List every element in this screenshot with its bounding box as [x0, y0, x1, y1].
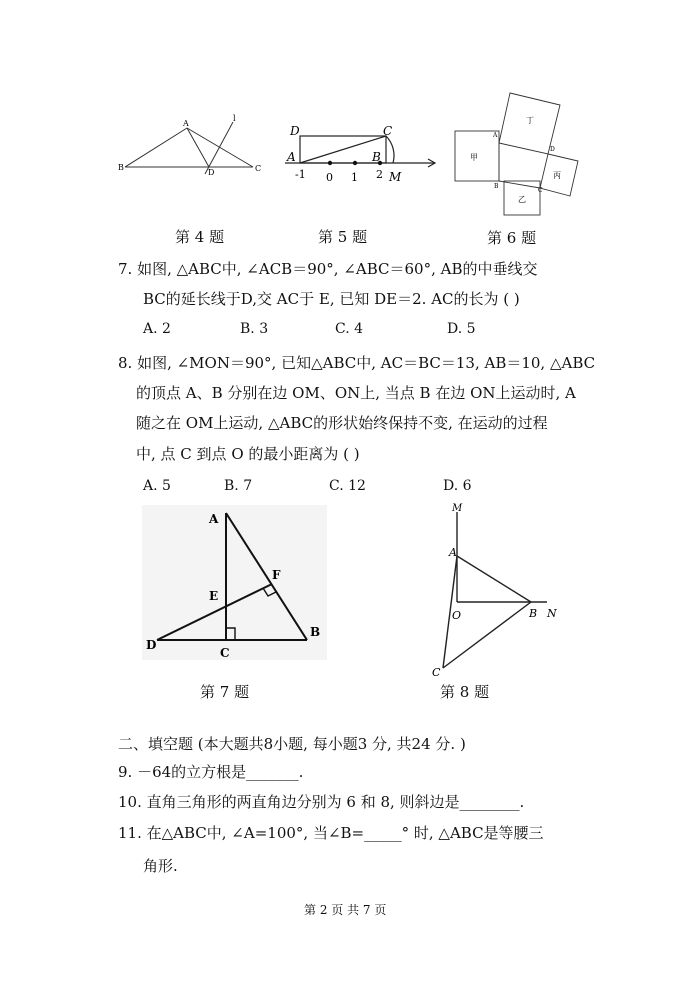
fig7-caption: 第 7 题: [200, 683, 250, 701]
fig8-label-c: C: [432, 666, 441, 679]
fig4-label-a: A: [183, 119, 189, 128]
fig4-label-l: l: [233, 114, 236, 123]
fig5-tick: 2: [376, 168, 383, 181]
fig8-label-n: N: [547, 607, 557, 620]
fig5-tick: -1: [295, 168, 306, 181]
fig5-tick: 1: [351, 171, 358, 184]
q8-option-c: C. 12: [329, 478, 366, 494]
q9-text: 9. －64的立方根是_______.: [118, 763, 304, 781]
figure-8: [425, 500, 565, 680]
fig8-caption: 第 8 题: [440, 683, 490, 701]
fig5-label-c: C: [383, 124, 393, 138]
fig6-label-b: B: [494, 183, 499, 190]
fig5-caption: 第 5 题: [318, 228, 368, 246]
q8-line3: 随之在 OM上运动, △ABC的形状始终保持不变, 在运动的过程: [136, 414, 548, 432]
fig7-label-b: B: [310, 625, 321, 639]
q7-option-d: D. 5: [447, 321, 476, 337]
q8-option-d: D. 6: [443, 478, 472, 494]
figure-5: [285, 122, 445, 187]
fig8-label-a: A: [449, 546, 457, 559]
section-2-heading: 二、填空题 (本大题共8小题, 每小题3 分, 共24 分. ): [118, 735, 466, 753]
fig6-label-c: C: [538, 187, 543, 194]
q8-option-a: A. 5: [143, 478, 171, 494]
fig6-caption: 第 6 题: [487, 229, 537, 247]
page-footer: 第 2 页 共 7 页: [304, 903, 387, 917]
fig4-label-c: C: [255, 164, 262, 173]
fig8-label-b: B: [529, 607, 538, 620]
fig4-label-d: D: [208, 168, 215, 177]
q7-line2: BC的延长线于D,交 AC于 E, 已知 DE＝2. AC的长为 ( ): [143, 290, 520, 308]
fig7-label-d: D: [146, 638, 157, 652]
q7-line1: 7. 如图, △ABC中, ∠ACB＝90°, ∠ABC＝60°, AB的中垂线交: [118, 260, 538, 278]
fig8-label-o: O: [452, 609, 462, 622]
fig7-label-c: C: [220, 646, 230, 660]
fig5-label-a: A: [287, 150, 296, 164]
fig5-label-m: M: [389, 170, 402, 184]
q7-option-c: C. 4: [335, 321, 364, 337]
figure-4: [115, 112, 265, 182]
q7-option-a: A. 2: [143, 321, 171, 337]
q7-option-b: B. 3: [240, 321, 269, 337]
q8-option-b: B. 7: [224, 478, 253, 494]
fig5-label-b: B: [372, 150, 381, 164]
q8-line1: 8. 如图, ∠MON＝90°, 已知△ABC中, AC＝BC＝13, AB＝10, △ABC: [118, 354, 596, 372]
fig6-label-d: D: [550, 146, 555, 153]
fig6-square-jia: 甲: [470, 153, 478, 162]
q11-line1: 11. 在△ABC中, ∠A=100°, 当∠B=_____° 时, △ABC是等腰三: [118, 824, 544, 842]
figure-6: [450, 88, 590, 218]
fig5-tick: 0: [326, 171, 333, 184]
fig6-label-a: A: [493, 132, 498, 139]
fig6-square-ding: 丁: [526, 116, 534, 125]
fig6-square-bing: 丙: [553, 171, 561, 180]
fig6-square-yi: 乙: [518, 195, 526, 204]
fig7-label-e: E: [209, 589, 219, 603]
fig4-caption: 第 4 题: [175, 228, 225, 246]
fig5-label-d: D: [290, 124, 300, 138]
fig4-label-b: B: [118, 163, 124, 172]
fig8-label-m: M: [452, 503, 463, 514]
q8-line4: 中, 点 C 到点 O 的最小距离为 ( ): [136, 445, 360, 463]
fig7-label-f: F: [272, 568, 281, 582]
q11-line2: 角形.: [143, 857, 178, 875]
q10-text: 10. 直角三角形的两直角边分别为 6 和 8, 则斜边是________.: [118, 793, 525, 811]
fig7-label-a: A: [209, 512, 219, 526]
q8-line2: 的顶点 A、B 分别在边 OM、ON上, 当点 B 在边 ON上运动时, A: [136, 384, 576, 402]
figure-7: [142, 505, 327, 660]
